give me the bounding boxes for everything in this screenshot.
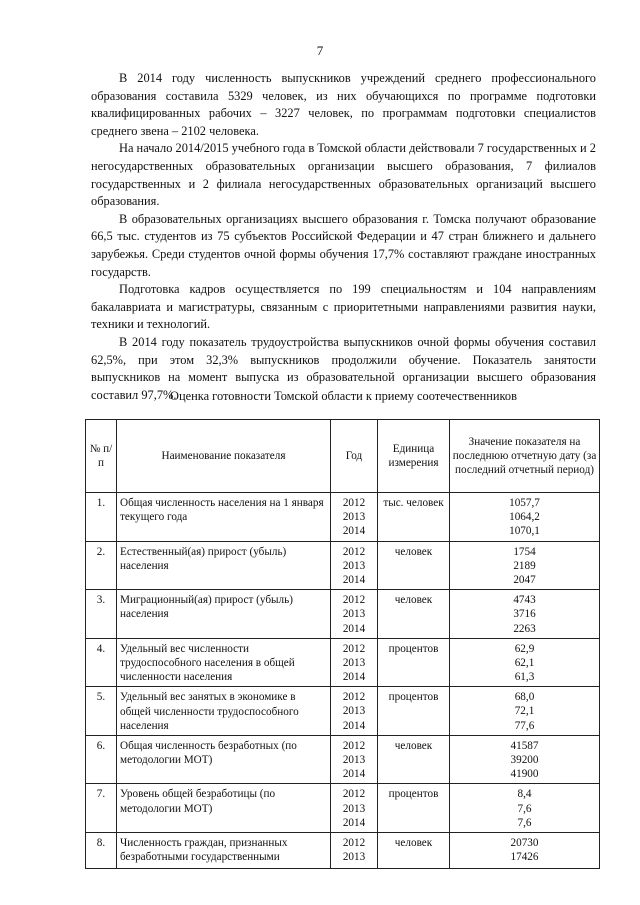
row-unit: человек	[378, 735, 450, 784]
value: 3716	[513, 608, 536, 621]
year: 2013	[342, 511, 366, 524]
row-values	[450, 541, 600, 590]
row-num: 6.	[86, 735, 117, 784]
value: 2263	[513, 622, 536, 635]
table-row	[86, 735, 600, 784]
value: 39200	[510, 754, 539, 767]
row-years	[331, 833, 378, 869]
row-years	[331, 735, 378, 784]
header-num: № п/п	[86, 420, 117, 493]
value: 17426	[510, 851, 539, 864]
value: 8,4	[517, 788, 532, 801]
paragraph-graduates: В 2014 году численность выпускников учреждений среднего профессионального образования составила 5329 человек, из них обучающихся по программе подготовки квалифицированных рабочих – 3227 человек, по программам подготовки специалистов среднего звена – 2102 человека.	[91, 71, 596, 138]
row-values	[450, 590, 600, 639]
year: 2014	[342, 525, 366, 538]
value: 2189	[513, 559, 536, 572]
year: 2013	[342, 851, 366, 864]
year: 2012	[342, 739, 366, 752]
row-values	[450, 638, 600, 687]
paragraph-higher-education-orgs: На начало 2014/2015 учебного года в Томской области действовали 7 государственных и 2 негосударственных образовательных организации высшего образования, 7 филиалов государственных и 2 филиала негосударственных образовательных организаций высшего образования.	[91, 141, 596, 209]
header-name: Наименование показателя	[117, 420, 331, 493]
row-name: Численность граждан, признанных безработными государственными	[117, 833, 331, 869]
value: 1754	[513, 545, 536, 558]
row-years	[331, 541, 378, 590]
year: 2013	[342, 608, 366, 621]
row-values	[450, 687, 600, 736]
value: 4743	[513, 594, 536, 607]
row-years	[331, 590, 378, 639]
value: 2047	[513, 573, 536, 586]
year: 2013	[342, 705, 366, 718]
row-values	[450, 735, 600, 784]
table-row	[86, 638, 600, 687]
value: 20730	[510, 837, 539, 850]
row-name: Миграционный(ая) прирост (убыль) населения	[117, 590, 331, 639]
header-unit: Единица измерения	[378, 420, 450, 493]
row-num: 5.	[86, 687, 117, 736]
value: 1064,2	[509, 511, 540, 524]
year: 2012	[342, 788, 366, 801]
row-years	[331, 493, 378, 542]
row-num: 2.	[86, 541, 117, 590]
year: 2013	[342, 559, 366, 572]
paragraph-students: В образовательных организациях высшего образования г. Томска получают образование 66,5 тыс. студентов из 75 субъектов Российской Федерации и 47 стран ближнего и дальнего зарубежья. Среди студентов очной формы обучения 17,7% составляют граждане иностранных государств.	[91, 211, 596, 279]
row-unit: тыс. человек	[378, 493, 450, 542]
row-num: 7.	[86, 784, 117, 833]
table-row	[86, 784, 600, 833]
year: 2014	[342, 622, 366, 635]
row-name: Уровень общей безработицы (по методологии МОТ)	[117, 784, 331, 833]
paragraph-training: Подготовка кадров осуществляется по 199 специальностям и 104 направлениям бакалавриата и магистратуры, связанным с приоритетными направлениями развития науки, техники и технологий.	[91, 282, 596, 332]
row-name: Естественный(ая) прирост (убыль) населения	[117, 541, 331, 590]
row-name: Общая численность безработных (по методологии МОТ)	[117, 735, 331, 784]
table-title: Оценка готовности Томской области к приему соотечественников	[170, 389, 517, 403]
page-number: 7	[316, 43, 324, 58]
year: 2012	[342, 497, 366, 509]
year: 2014	[342, 719, 366, 732]
header-year: Год	[331, 420, 378, 493]
row-name: Удельный вес занятых в экономике в общей численности трудоспособного населения	[117, 687, 331, 736]
year: 2012	[342, 545, 366, 558]
value: 72,1	[514, 705, 535, 718]
year: 2012	[342, 837, 366, 850]
header-value: Значение показателя на последнюю отчетную дату (за последний отчетный период)	[450, 420, 600, 493]
row-values	[450, 833, 600, 869]
year: 2013	[342, 802, 366, 815]
value: 1070,1	[509, 525, 540, 538]
row-years	[331, 638, 378, 687]
row-unit: процентов	[378, 687, 450, 736]
row-unit: процентов	[378, 784, 450, 833]
table-row	[86, 541, 600, 590]
table-row	[86, 687, 600, 736]
year: 2012	[342, 691, 366, 704]
table-header-row	[86, 420, 600, 493]
value: 62,1	[514, 656, 535, 669]
year: 2013	[342, 656, 366, 669]
year: 2014	[342, 768, 366, 781]
value: 41587	[510, 739, 539, 752]
row-num: 8.	[86, 833, 117, 869]
value: 77,6	[514, 719, 535, 732]
year: 2014	[342, 816, 366, 829]
value: 7,6	[517, 816, 532, 829]
row-num: 4.	[86, 638, 117, 687]
value: 62,9	[514, 642, 535, 655]
indicators-table	[85, 419, 600, 869]
value: 7,6	[517, 802, 532, 815]
row-unit: человек	[378, 590, 450, 639]
table-row	[86, 493, 600, 542]
year: 2014	[342, 573, 366, 586]
row-name: Общая численность населения на 1 января текущего года	[117, 493, 331, 542]
value: 61,3	[514, 671, 535, 684]
row-unit: процентов	[378, 638, 450, 687]
paragraph-employment: В 2014 году показатель трудоустройства выпускников очной формы обучения составил 62,5%, при этом 32,3% выпускников продолжили обучение. Показатель занятости выпускников на момент выпуска из образовательной организации высшего образования составил 97,7%.	[91, 334, 596, 402]
table-row	[86, 833, 600, 869]
row-unit: человек	[378, 541, 450, 590]
year: 2012	[342, 594, 366, 607]
row-num: 1.	[86, 493, 117, 542]
year: 2013	[342, 754, 366, 767]
row-name: Удельный вес численности трудоспособного населения в общей численности населения	[117, 638, 331, 687]
value: 68,0	[514, 691, 535, 704]
row-values	[450, 493, 600, 542]
value: 1057,7	[509, 497, 540, 509]
row-years	[331, 784, 378, 833]
table-row	[86, 590, 600, 639]
year: 2014	[342, 671, 366, 684]
value: 41900	[510, 768, 539, 781]
row-unit: человек	[378, 833, 450, 869]
body-text	[91, 70, 596, 404]
row-num: 3.	[86, 590, 117, 639]
row-values	[450, 784, 600, 833]
row-years	[331, 687, 378, 736]
year: 2012	[342, 642, 366, 655]
